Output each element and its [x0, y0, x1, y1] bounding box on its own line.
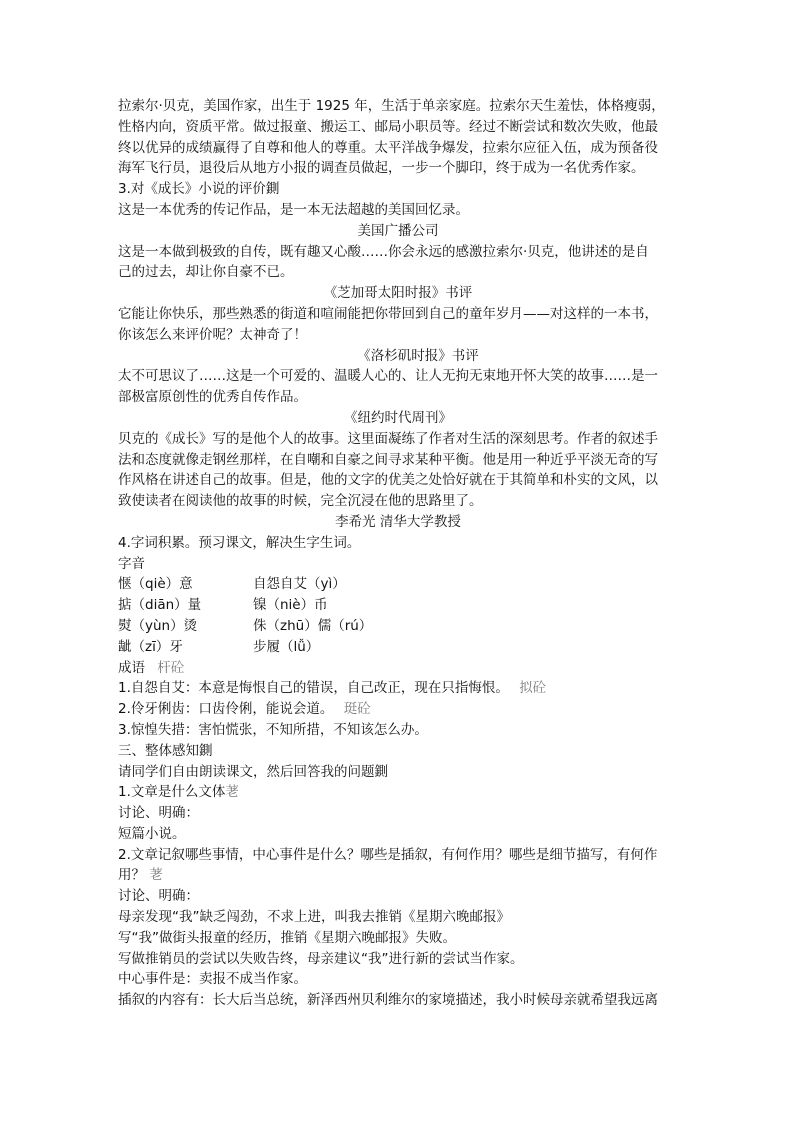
intro-line: 拉索尔·贝克，美国作家，出生于 1925 年，生活于单亲家庭。拉索尔天生羞怯，体格瘦弱， — [118, 98, 665, 114]
idiom-text: 3.惊惶失措：害怕慌张，不知所措，不知该怎么办。 — [118, 721, 428, 738]
question-1 — [118, 782, 678, 803]
review-text: 部极富原创性的优秀自传作品。 — [118, 389, 307, 406]
review-text: 太不可思议了……这是一个可爱的、温暖人心的、让人无拘无束地开怀大笑的故事……是一 — [118, 368, 658, 385]
idiom-text: 1.自怨自艾：本意是悔恨自己的错误，自己改正，现在只指悔恨。 — [118, 680, 509, 697]
idiom-item — [118, 720, 678, 741]
question-text: 1.文章是什么文体 — [118, 784, 226, 801]
phonetic-item: 侏（zhū）儒（rú） — [253, 617, 373, 634]
answer-text: 中心事件是：卖报不成当作家。 — [118, 971, 307, 988]
phonetic-item: 龇（zī）牙 — [118, 638, 183, 655]
phonetic-item: 惬（qiè）意 — [118, 576, 193, 593]
idiom-item — [118, 699, 678, 720]
question-2-cont — [118, 865, 678, 886]
phonetic-row — [118, 616, 678, 637]
intro-line: 海军飞行员，退役后从地方小报的调查员做起，一步一个脚印，终于成为一名优秀作家。 — [118, 160, 645, 177]
phonetic-item: 掂（diān）量 — [118, 597, 202, 614]
idiom-item — [118, 678, 678, 699]
discuss-label: 讨论、明确： — [118, 805, 199, 822]
answer-text: 写做推销员的尝试以失败告终，母亲建议“我”进行新的尝试当作家。 — [118, 950, 524, 967]
zi-label: 字音 — [118, 555, 145, 572]
review-text: 致使读者在阅读他的故事的时候，完全沉浸在他的思路里了。 — [118, 493, 483, 510]
prompt-text: 请同学们自由朗读课文，然后回答我的问题鍘 — [118, 763, 388, 780]
garbled-mark: 荖 — [225, 784, 239, 801]
review-source: 《洛杉矶时报》书评 — [357, 347, 479, 364]
review-text: 贝克的《成长》写的是他个人的故事。这里面凝练了作者对生活的深刻思考。作者的叙述手 — [118, 430, 658, 447]
intro-line: 性格内向，资质平常。做过报童、搬运工、邮局小职员等。经过不断尝试和数次失败，他最 — [118, 118, 658, 135]
answer-text: 短篇小说。 — [118, 825, 186, 842]
idiom-text: 2.伶牙俐齿：口齿伶俐，能说会道。 — [118, 701, 334, 718]
idiom-label-line — [118, 658, 678, 679]
review-text: 这是一本做到极致的自传，既有趣又心酸……你会永远的感激拉索尔·贝克，他讲述的是自 — [118, 243, 649, 260]
garbled-mark: 杆砼 — [157, 659, 185, 676]
review-text: 它能让你快乐，那些熟悉的街道和喧闹能把你带回到自己的童年岁月——对这样的一本书， — [118, 305, 658, 322]
document-page — [118, 96, 678, 1011]
phonetic-item: 镍（niè）币 — [253, 597, 328, 614]
reviews-heading: 3.对《成长》小说的评价鍘 — [118, 181, 280, 198]
review-source: 《芝加哥太阳时报》书评 — [323, 285, 473, 302]
intro-line: 终以优异的成绩赢得了自尊和他人的尊重。太平洋战争爆发，拉索尔应征入伍，成为预备役 — [118, 139, 658, 156]
question-text: 用？ — [118, 867, 145, 884]
phonetic-item: 自怨自艾（yì） — [253, 576, 346, 593]
garbled-mark: 拟砼 — [519, 680, 547, 697]
phonetic-row — [118, 595, 678, 616]
review-text: 作风格在讲述自己的故事。但是，他的文字的优美之处恰好就在于其简单和朴实的文风，以 — [118, 472, 658, 489]
phonetic-row — [118, 574, 678, 595]
phonetic-row — [118, 637, 678, 658]
question-2: 2.文章记叙哪些事情，中心事件是什么？哪些是插叙，有何作用？哪些是细节描写，有何作 — [118, 846, 658, 863]
phonetic-item: 步履（lǚ） — [253, 638, 320, 655]
review-source: 《纽约时代周刊》 — [344, 409, 452, 426]
section-heading: 三、整体感知鍘 — [118, 742, 213, 759]
review-text: 己的过去，却让你自豪不已。 — [118, 264, 294, 281]
garbled-mark: 荖 — [149, 867, 163, 884]
vocab-heading: 4.字词积累。预习课文，解决生字生词。 — [118, 534, 361, 551]
answer-text: 插叙的内容有：长大后当总统，新泽西州贝利维尔的家境描述，我小时候母亲就希望我远离 — [118, 992, 658, 1009]
garbled-mark: 珽砼 — [343, 701, 371, 718]
idiom-label: 成语 — [118, 659, 145, 676]
review-source: 李希光 清华大学教授 — [335, 513, 461, 530]
answer-text: 写“我”做街头报童的经历，推销《星期六晚邮报》失败。 — [118, 929, 456, 946]
discuss-label: 讨论、明确： — [118, 888, 199, 905]
answer-text: 母亲发现“我”缺乏闯劲，不求上进，叫我去推销《星期六晚邮报》 — [118, 909, 510, 926]
review-source: 美国广播公司 — [357, 222, 439, 239]
phonetic-item: 熨（yùn）烫 — [118, 617, 198, 634]
review-text: 这是一本优秀的传记作品，是一本无法超越的美国回忆录。 — [118, 201, 469, 218]
review-text: 你该怎么来评价呢？太神奇了！ — [118, 326, 307, 343]
review-text: 法和态度就像走钢丝那样，在自嘲和自豪之间寻求某种平衡。他是用一种近乎平淡无奇的写 — [118, 451, 658, 468]
